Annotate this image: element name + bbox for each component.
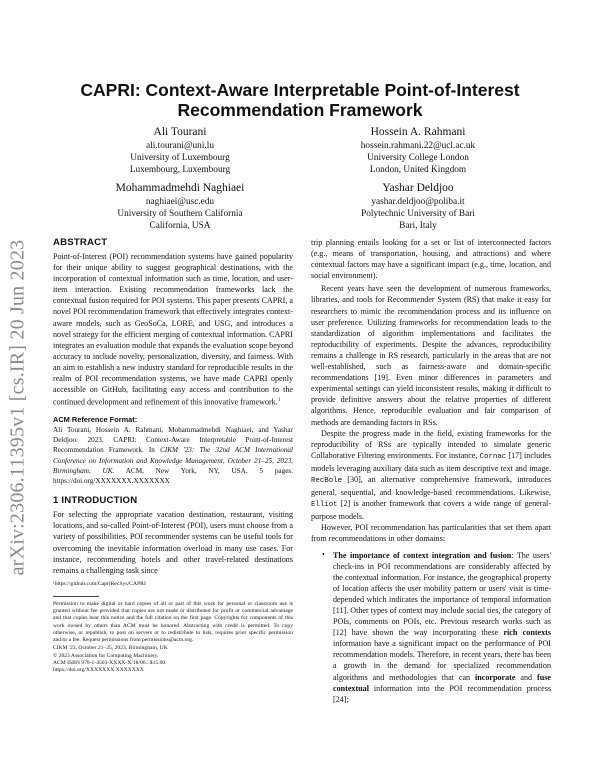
author-location: London, United Kingdom bbox=[369, 165, 467, 176]
framework-name: RecBole bbox=[311, 476, 343, 485]
conference-info: CIKM '23, October 21–25, 2023, Birmingham, UK bbox=[53, 645, 168, 652]
author-email[interactable]: yashar.deldjoo@poliba.it bbox=[371, 197, 465, 207]
intro-paragraph-continued: trip planning entails looking for a set or list of interconnected factors (e.g., means of transportation, housing, and attractions) and where contextual factors may have a significant impact (e.g., time, location, and social environment). bbox=[311, 238, 551, 281]
author-name: Mohammadmehdi Naghiaei bbox=[115, 182, 245, 194]
arxiv-identifier[interactable]: arXiv:2306.11395v1 [cs.IR] 20 Jun 2023 bbox=[6, 239, 29, 576]
author-location: Bari, Italy bbox=[399, 221, 437, 232]
footnote-text[interactable]: ¹https://github.com/CapriRecSys/CAPRI bbox=[53, 580, 146, 587]
author-name: Yashar Deldjoo bbox=[382, 182, 454, 194]
doi-line[interactable]: https://doi.org/XXXXXXX.XXXXXXX bbox=[53, 666, 144, 673]
list-item bbox=[322, 549, 552, 705]
author-block bbox=[70, 125, 290, 177]
introduction-heading: 1 INTRODUCTION bbox=[53, 495, 138, 507]
intro-paragraph bbox=[311, 428, 551, 523]
author-email[interactable]: naghiaei@usc.edu bbox=[145, 197, 215, 207]
text-run: and bbox=[515, 672, 538, 682]
left-column bbox=[53, 237, 293, 674]
emphasis: rich contexts bbox=[503, 628, 552, 638]
author-email[interactable]: hossein.rahmani.22@ucl.ac.uk bbox=[360, 141, 476, 151]
author-name: Ali Tourani bbox=[153, 126, 207, 138]
emphasis: fuse contextual bbox=[333, 672, 551, 693]
author-block bbox=[70, 181, 290, 233]
intro-paragraph: However, POI recommendation has particularities that set them apart from recommendations in other domains: bbox=[311, 523, 551, 544]
acm-reference-heading: ACM Reference Format: bbox=[53, 415, 138, 424]
intro-paragraph: Recent years have seen the development of numerous frameworks, libraries, and tools for Recommender System (RS) that make it easy for researchers to mimic the recommendation process and its influence on user preference. Utilizing frameworks for recommendation leads to the standardization of algorithm implementations and facilitates the reproducibility of experiments. Despite the advances, reproducibility remains a challenge in RS research, particularly in the areas that are not well-established, such as fairness-aware and domain-specific recommendations [19]. Even minor differences in parameters and experimental settings can yield inconsistent results, making it difficult to provide definitive answers about the relative properties of different algorithms. Hence, reproducible evaluation and fair comparison of methods are demanding factors in RSs. bbox=[311, 284, 551, 427]
author-name: Hossein A. Rahmani bbox=[370, 126, 466, 138]
author-affiliation: University College London bbox=[367, 153, 469, 164]
bullet-icon: • bbox=[322, 549, 325, 559]
author-affiliation: University of Southern California bbox=[117, 209, 243, 220]
abstract-text bbox=[53, 251, 293, 408]
acm-reference-tail: ACM, New York, NY, USA, 5 pages. https://doi.org/XXXXXXX.XXXXXXX bbox=[53, 466, 293, 486]
text-run: : The users' check-ins in POI recommendations are considerably affected by the contextual information. For instance, the geographical property of location affects the user mobility pattern or users' visit is time-depended which indicates the importance of temporal information [11]. Other types of context may include social ties, the category of POIs, comments on POIs, etc. Previous research works such as [12] have shown the way incorporating these bbox=[333, 550, 552, 638]
bullet-label: The importance of context integration and fusion bbox=[333, 550, 512, 560]
text-run: [30], an alternative comprehensive framework, introduces general, sequential, and knowledge-based recommendations. Likewise, bbox=[311, 474, 551, 498]
text-run: [2] is another framework that covers a wide range of general-purpose models. bbox=[311, 499, 551, 522]
author-location: California, USA bbox=[149, 221, 211, 232]
text-run: information have a significant impact on the performance of POI recommendation models. Therefore, in recent years, there has been a growth in the demand for specialized recommendation algorithms and methodologies that can bbox=[333, 639, 551, 682]
author-email[interactable]: ali.tourani@uni.lu bbox=[146, 141, 214, 151]
text-run: Despite the progress made in the field, existing frameworks for the reproducibility of RSs are typically intended to simulate generic Collaborative Filtering environments. For instance, bbox=[311, 428, 551, 460]
author-affiliation: University of Luxembourg bbox=[130, 153, 230, 164]
intro-paragraph: For selecting the appropriate vacation destination, restaurant, visiting locations, and so-called Point-of-Interest (POI), users must choose from a variety of possibilities. POI recommender systems can be useful tools for overcoming the inevitable information overload in many use cases. For instance, recommending hotels and other travel-related destinations remains a challenging task since bbox=[53, 510, 293, 575]
bullet-text bbox=[333, 550, 551, 705]
paper-title: CAPRI: Context-Aware Interpretable Point-of-Interest Recommendation Framework bbox=[80, 80, 520, 120]
text-run: [17] includes models leveraging auxiliary data such as item descriptive text and image. bbox=[311, 450, 551, 473]
right-column bbox=[311, 237, 551, 705]
acm-reference-text bbox=[53, 425, 293, 486]
emphasis: incorporate bbox=[475, 672, 516, 682]
text-run: information into the POI recommendation process [24]; bbox=[333, 683, 551, 704]
bullet-list bbox=[311, 550, 551, 705]
author-affiliation: Polytechnic University of Bari bbox=[361, 209, 475, 220]
isbn-line: ACM ISBN 978-1-4503-XXXX-X/18/06...$15.00 bbox=[53, 659, 166, 666]
abstract-body: Point-of-Interest (POI) recommendation systems have gained popularity for their unique ability to suggest geographical destinations, with the incorporation of contextual information such as time, location, and user-item interaction. Existing recommendation frameworks lack the contextual fusion required for POI systems. This paper presents CAPRI, a novel POI recommendation framework that effectively integrates context-aware models, such as GeoSoCa, LORE, and USG, and introduces a novel strategy for the efficient merging of contextual information. CAPRI integrates an evaluation module that expands the evaluation scope beyond accuracy to include novelty, personalization, diversity, and fairness. With an aim to establish a new industry standard for reproducible results in the realm of POI recommendation systems, we have made CAPRI openly accessible on GitHub, facilitating easy access and contribution to the continued development and refinement of this innovative framework. bbox=[53, 252, 293, 407]
footnote-divider bbox=[53, 596, 99, 597]
framework-name: Elliot bbox=[311, 501, 338, 510]
author-block bbox=[308, 125, 528, 177]
author-location: Luxembourg, Luxembourg bbox=[129, 165, 231, 176]
author-block bbox=[308, 181, 528, 233]
footnote-marker[interactable]: 1 bbox=[277, 397, 281, 404]
acm-reference-venue: CIKM '23: The 32nd ACM International Conference on Information and Knowledge Management, October 21–25, 2023, Birmingham, UK. bbox=[53, 446, 294, 475]
acm-reference-authors: Ali Tourani, Hossein A. Rahmani, Mohammadmehdi Naghiaei, and Yashar Deldjoo. 2023. CAPRI: Context-Aware Interpretable Point-of-Interest Recommendation Framework. In bbox=[53, 426, 293, 455]
abstract-heading: ABSTRACT bbox=[53, 237, 108, 248]
framework-name: Cornac bbox=[479, 452, 507, 461]
copyright-line: © 2023 Association for Computing Machinery. bbox=[53, 652, 159, 659]
permission-notice: Permission to make digital or hard copies of all or part of this work for personal or classroom use is granted without fee provided that copies are not made or distributed for profit or commercial advantage and that copies bear this notice and the full citation on the first page. Copyrights for components of this work owned by others than ACM must be honored. Abstracting with credit is permitted. To copy otherwise, or republish, to post on servers or to redistribute to lists, requires prior specific permission and/or a fee. Request permissions from permissions@acm.org. bbox=[53, 601, 293, 644]
arxiv-stamp bbox=[0, 235, 36, 580]
